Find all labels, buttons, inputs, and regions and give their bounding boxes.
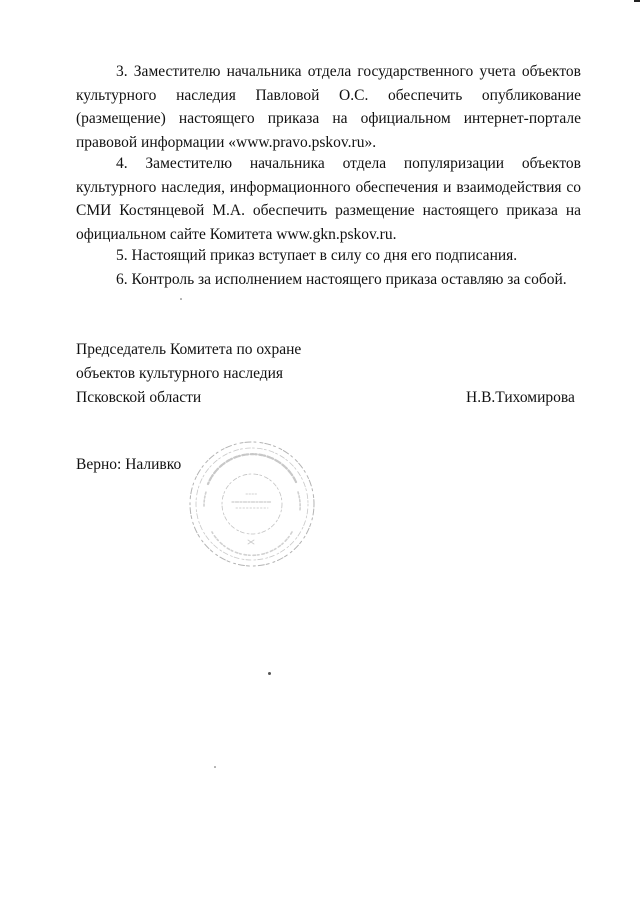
paragraph-item-6: 6. Контроль за исполнением настоящего приказа оставляю за собой. — [116, 271, 567, 288]
signatory-position-line-3: Псковской области — [76, 389, 202, 406]
signatory-position-line-2: объектов культурного наследия — [76, 365, 284, 382]
scan-speck — [214, 766, 216, 768]
scan-speck — [268, 672, 271, 675]
paragraph-item-5: 5. Настоящий приказ вступает в силу со дня его подписания. — [116, 247, 518, 264]
round-seal-stamp-icon — [186, 436, 318, 572]
certification-text: Верно: Наливко — [76, 456, 182, 473]
scan-corner-mark — [634, 0, 640, 2]
signatory-position-line-1: Председатель Комитета по охране — [76, 341, 302, 358]
paragraph-item-4: 4. Заместителю начальника отдела популяризации объектов культурного наследия, информационного обеспечения и взаимодействия со СМИ Костянцевой М.А. обеспечить размещение настоящего приказа на официальном сайте Комитета www.gkn.pskov.ru. — [76, 155, 581, 243]
signatory-name: Н.В.Тихомирова — [466, 389, 575, 406]
paragraph-item-3: 3. Заместителю начальника отдела государственного учета объектов культурного наследия Павловой О.С. обеспечить опубликование (размещение) настоящего приказа на официальном интернет-портале правовой информации «www.pravo.pskov.ru». — [76, 63, 581, 151]
signatory-position — [76, 338, 376, 410]
scan-speck — [180, 298, 182, 300]
